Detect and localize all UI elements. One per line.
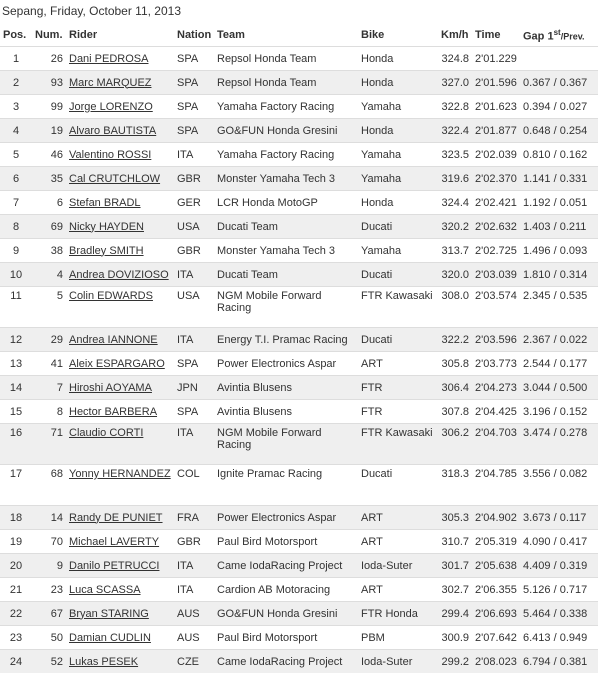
header-time: Time	[472, 24, 520, 47]
cell-nation: GER	[174, 191, 214, 215]
cell-pos: 21	[0, 578, 32, 602]
rider-link[interactable]: Jorge LORENZO	[69, 101, 153, 113]
cell-bike: ART	[358, 530, 438, 554]
cell-kmh: 301.7	[438, 554, 472, 578]
cell-team: NGM Mobile Forward Racing	[214, 287, 358, 328]
cell-pos: 22	[0, 602, 32, 626]
cell-kmh: 313.7	[438, 239, 472, 263]
rider-link[interactable]: Marc MARQUEZ	[69, 77, 152, 89]
rider-link[interactable]: Andrea IANNONE	[69, 334, 158, 346]
cell-pos: 23	[0, 626, 32, 650]
cell-time: 2'03.773	[472, 352, 520, 376]
cell-bike: Ducati	[358, 215, 438, 239]
cell-gap: 4.090 / 0.417	[520, 530, 598, 554]
cell-gap: 1.403 / 0.211	[520, 215, 598, 239]
table-row	[0, 465, 598, 506]
cell-gap: 0.810 / 0.162	[520, 143, 598, 167]
cell-num: 70	[32, 530, 66, 554]
cell-rider	[66, 287, 174, 328]
cell-bike: Ducati	[358, 263, 438, 287]
cell-team: Ignite Pramac Racing	[214, 465, 358, 506]
rider-link[interactable]: Bradley SMITH	[69, 245, 144, 257]
cell-num: 50	[32, 626, 66, 650]
cell-bike: Ducati	[358, 465, 438, 506]
cell-time: 2'06.355	[472, 578, 520, 602]
table-row	[0, 400, 598, 424]
cell-rider	[66, 424, 174, 465]
cell-num: 38	[32, 239, 66, 263]
rider-link[interactable]: Cal CRUTCHLOW	[69, 173, 160, 185]
cell-pos: 7	[0, 191, 32, 215]
cell-nation: FRA	[174, 506, 214, 530]
cell-team: Came IodaRacing Project	[214, 554, 358, 578]
cell-num: 19	[32, 119, 66, 143]
cell-gap: 5.464 / 0.338	[520, 602, 598, 626]
rider-link[interactable]: Dani PEDROSA	[69, 53, 148, 65]
cell-time: 2'04.902	[472, 506, 520, 530]
cell-nation: AUS	[174, 602, 214, 626]
header-bike: Bike	[358, 24, 438, 47]
cell-pos: 17	[0, 465, 32, 506]
cell-pos: 1	[0, 47, 32, 71]
cell-rider	[66, 578, 174, 602]
cell-num: 5	[32, 287, 66, 328]
cell-pos: 19	[0, 530, 32, 554]
cell-num: 35	[32, 167, 66, 191]
cell-pos: 18	[0, 506, 32, 530]
cell-bike: FTR Honda	[358, 602, 438, 626]
cell-kmh: 318.3	[438, 465, 472, 506]
header-gap-sup: st	[554, 28, 561, 37]
cell-rider	[66, 352, 174, 376]
cell-time: 2'02.725	[472, 239, 520, 263]
cell-team: Paul Bird Motorsport	[214, 530, 358, 554]
cell-bike: Honda	[358, 71, 438, 95]
rider-link[interactable]: Stefan BRADL	[69, 197, 141, 209]
cell-num: 69	[32, 215, 66, 239]
cell-kmh: 300.9	[438, 626, 472, 650]
cell-kmh: 323.5	[438, 143, 472, 167]
table-row	[0, 506, 598, 530]
cell-team: NGM Mobile Forward Racing	[214, 424, 358, 465]
cell-kmh: 319.6	[438, 167, 472, 191]
cell-team: Energy T.I. Pramac Racing	[214, 328, 358, 352]
cell-team: Yamaha Factory Racing	[214, 95, 358, 119]
cell-gap: 3.196 / 0.152	[520, 400, 598, 424]
cell-time: 2'02.039	[472, 143, 520, 167]
rider-link[interactable]: Nicky HAYDEN	[69, 221, 144, 233]
table-row	[0, 376, 598, 400]
cell-team: GO&FUN Honda Gresini	[214, 119, 358, 143]
cell-pos: 20	[0, 554, 32, 578]
table-row	[0, 71, 598, 95]
cell-pos: 10	[0, 263, 32, 287]
cell-time: 2'04.703	[472, 424, 520, 465]
cell-kmh: 306.2	[438, 424, 472, 465]
cell-nation: ITA	[174, 578, 214, 602]
cell-team: LCR Honda MotoGP	[214, 191, 358, 215]
table-row	[0, 263, 598, 287]
rider-link[interactable]: Hiroshi AOYAMA	[69, 382, 152, 394]
cell-time: 2'04.425	[472, 400, 520, 424]
rider-link[interactable]: Luca SCASSA	[69, 584, 141, 596]
cell-pos: 4	[0, 119, 32, 143]
cell-team: Came IodaRacing Project	[214, 650, 358, 673]
cell-pos: 8	[0, 215, 32, 239]
cell-team: Yamaha Factory Racing	[214, 143, 358, 167]
header-gap-tail: /Prev.	[561, 31, 585, 41]
cell-time: 2'01.229	[472, 47, 520, 71]
cell-team: Paul Bird Motorsport	[214, 626, 358, 650]
cell-nation: SPA	[174, 47, 214, 71]
cell-team: Monster Yamaha Tech 3	[214, 167, 358, 191]
rider-link[interactable]: Claudio CORTI	[69, 427, 143, 439]
cell-nation: SPA	[174, 71, 214, 95]
cell-team: Avintia Blusens	[214, 376, 358, 400]
cell-gap: 3.556 / 0.082	[520, 465, 598, 506]
cell-rider	[66, 465, 174, 506]
table-row	[0, 626, 598, 650]
cell-num: 71	[32, 424, 66, 465]
cell-bike: FTR	[358, 400, 438, 424]
cell-num: 99	[32, 95, 66, 119]
cell-team: GO&FUN Honda Gresini	[214, 602, 358, 626]
cell-num: 26	[32, 47, 66, 71]
cell-rider	[66, 506, 174, 530]
cell-bike: FTR Kawasaki	[358, 424, 438, 465]
table-row	[0, 119, 598, 143]
cell-gap: 0.648 / 0.254	[520, 119, 598, 143]
cell-rider	[66, 376, 174, 400]
cell-time: 2'01.623	[472, 95, 520, 119]
cell-nation: ITA	[174, 328, 214, 352]
cell-gap: 2.544 / 0.177	[520, 352, 598, 376]
cell-team: Monster Yamaha Tech 3	[214, 239, 358, 263]
cell-kmh: 306.4	[438, 376, 472, 400]
cell-rider	[66, 71, 174, 95]
cell-rider	[66, 119, 174, 143]
table-row	[0, 554, 598, 578]
cell-time: 2'02.421	[472, 191, 520, 215]
cell-nation: USA	[174, 215, 214, 239]
table-row	[0, 287, 598, 328]
cell-nation: ITA	[174, 424, 214, 465]
page-caption: Sepang, Friday, October 11, 2013	[0, 0, 600, 19]
cell-rider	[66, 554, 174, 578]
cell-rider	[66, 191, 174, 215]
cell-pos: 13	[0, 352, 32, 376]
rider-link[interactable]: Yonny HERNANDEZ	[69, 468, 171, 480]
cell-nation: USA	[174, 287, 214, 328]
table-row	[0, 239, 598, 263]
cell-team: Cardion AB Motoracing	[214, 578, 358, 602]
cell-pos: 12	[0, 328, 32, 352]
cell-bike: ART	[358, 578, 438, 602]
cell-kmh: 299.4	[438, 602, 472, 626]
cell-rider	[66, 215, 174, 239]
cell-rider	[66, 239, 174, 263]
cell-bike: ART	[358, 506, 438, 530]
cell-bike: Honda	[358, 47, 438, 71]
cell-bike: Yamaha	[358, 167, 438, 191]
rider-link[interactable]: Damian CUDLIN	[69, 632, 151, 644]
cell-team: Ducati Team	[214, 263, 358, 287]
table-row	[0, 95, 598, 119]
table-row	[0, 578, 598, 602]
header-gap	[520, 24, 598, 47]
cell-num: 7	[32, 376, 66, 400]
cell-kmh: 322.2	[438, 328, 472, 352]
cell-time: 2'05.638	[472, 554, 520, 578]
rider-link[interactable]: Alvaro BAUTISTA	[69, 125, 156, 137]
cell-team: Power Electronics Aspar	[214, 506, 358, 530]
cell-time: 2'02.632	[472, 215, 520, 239]
cell-nation: SPA	[174, 119, 214, 143]
cell-nation: COL	[174, 465, 214, 506]
cell-nation: SPA	[174, 95, 214, 119]
cell-num: 14	[32, 506, 66, 530]
cell-rider	[66, 602, 174, 626]
cell-gap: 1.141 / 0.331	[520, 167, 598, 191]
cell-bike: Yamaha	[358, 95, 438, 119]
cell-nation: SPA	[174, 400, 214, 424]
cell-rider	[66, 143, 174, 167]
cell-rider	[66, 626, 174, 650]
cell-nation: ITA	[174, 143, 214, 167]
cell-rider	[66, 263, 174, 287]
cell-rider	[66, 650, 174, 673]
cell-rider	[66, 400, 174, 424]
cell-pos: 14	[0, 376, 32, 400]
cell-gap: 2.345 / 0.535	[520, 287, 598, 328]
cell-gap: 3.044 / 0.500	[520, 376, 598, 400]
header-nation: Nation	[174, 24, 214, 47]
cell-num: 52	[32, 650, 66, 673]
cell-kmh: 307.8	[438, 400, 472, 424]
table-row	[0, 215, 598, 239]
cell-bike: FTR	[358, 376, 438, 400]
cell-gap: 5.126 / 0.717	[520, 578, 598, 602]
cell-nation: GBR	[174, 530, 214, 554]
table-row	[0, 424, 598, 465]
cell-gap: 2.367 / 0.022	[520, 328, 598, 352]
cell-nation: SPA	[174, 352, 214, 376]
table-header-row	[0, 24, 598, 47]
cell-gap: 4.409 / 0.319	[520, 554, 598, 578]
cell-time: 2'02.370	[472, 167, 520, 191]
cell-bike: Yamaha	[358, 239, 438, 263]
cell-time: 2'01.877	[472, 119, 520, 143]
table-row	[0, 602, 598, 626]
cell-gap: 1.192 / 0.051	[520, 191, 598, 215]
cell-kmh: 305.8	[438, 352, 472, 376]
cell-kmh: 322.8	[438, 95, 472, 119]
cell-num: 67	[32, 602, 66, 626]
cell-team: Repsol Honda Team	[214, 71, 358, 95]
cell-time: 2'03.039	[472, 263, 520, 287]
cell-num: 23	[32, 578, 66, 602]
rider-link[interactable]: Hector BARBERA	[69, 406, 157, 418]
cell-num: 93	[32, 71, 66, 95]
cell-time: 2'04.273	[472, 376, 520, 400]
rider-link[interactable]: Randy DE PUNIET	[69, 512, 163, 524]
rider-link[interactable]: Danilo PETRUCCI	[69, 560, 159, 572]
cell-time: 2'03.574	[472, 287, 520, 328]
header-gap-main: Gap 1	[523, 30, 554, 42]
table-row	[0, 530, 598, 554]
table-row	[0, 47, 598, 71]
cell-pos: 15	[0, 400, 32, 424]
cell-time: 2'05.319	[472, 530, 520, 554]
cell-nation: GBR	[174, 167, 214, 191]
cell-gap: 6.794 / 0.381	[520, 650, 598, 673]
cell-pos: 5	[0, 143, 32, 167]
cell-kmh: 305.3	[438, 506, 472, 530]
rider-link[interactable]: Bryan STARING	[69, 608, 149, 620]
cell-num: 46	[32, 143, 66, 167]
table-row	[0, 328, 598, 352]
header-pos: Pos.	[0, 24, 32, 47]
cell-bike: PBM	[358, 626, 438, 650]
rider-link[interactable]: Michael LAVERTY	[69, 536, 159, 548]
cell-gap: 3.673 / 0.117	[520, 506, 598, 530]
cell-nation: AUS	[174, 626, 214, 650]
cell-nation: ITA	[174, 263, 214, 287]
cell-bike: Ioda-Suter	[358, 554, 438, 578]
cell-rider	[66, 530, 174, 554]
cell-kmh: 327.0	[438, 71, 472, 95]
cell-time: 2'06.693	[472, 602, 520, 626]
header-team: Team	[214, 24, 358, 47]
cell-time: 2'01.596	[472, 71, 520, 95]
cell-num: 4	[32, 263, 66, 287]
cell-kmh: 322.4	[438, 119, 472, 143]
cell-rider	[66, 47, 174, 71]
cell-team: Repsol Honda Team	[214, 47, 358, 71]
table-row	[0, 191, 598, 215]
rider-link[interactable]: Colin EDWARDS	[69, 290, 153, 302]
table-row	[0, 650, 598, 673]
cell-pos: 9	[0, 239, 32, 263]
cell-kmh: 320.2	[438, 215, 472, 239]
cell-bike: Ioda-Suter	[358, 650, 438, 673]
cell-pos: 24	[0, 650, 32, 673]
rider-link[interactable]: Andrea DOVIZIOSO	[69, 269, 169, 281]
cell-bike: Yamaha	[358, 143, 438, 167]
cell-nation: ITA	[174, 554, 214, 578]
cell-pos: 16	[0, 424, 32, 465]
header-kmh: Km/h	[438, 24, 472, 47]
cell-kmh: 320.0	[438, 263, 472, 287]
cell-pos: 2	[0, 71, 32, 95]
cell-kmh: 324.8	[438, 47, 472, 71]
cell-kmh: 308.0	[438, 287, 472, 328]
cell-gap: 1.810 / 0.314	[520, 263, 598, 287]
cell-bike: Ducati	[358, 328, 438, 352]
cell-kmh: 324.4	[438, 191, 472, 215]
cell-pos: 11	[0, 287, 32, 328]
cell-gap: 1.496 / 0.093	[520, 239, 598, 263]
cell-team: Power Electronics Aspar	[214, 352, 358, 376]
cell-gap: 0.394 / 0.027	[520, 95, 598, 119]
cell-gap: 0.367 / 0.367	[520, 71, 598, 95]
cell-bike: ART	[358, 352, 438, 376]
cell-nation: JPN	[174, 376, 214, 400]
cell-kmh: 310.7	[438, 530, 472, 554]
cell-bike: Honda	[358, 119, 438, 143]
rider-link[interactable]: Valentino ROSSI	[69, 149, 151, 161]
cell-time: 2'04.785	[472, 465, 520, 506]
cell-team: Ducati Team	[214, 215, 358, 239]
header-num: Num.	[32, 24, 66, 47]
cell-kmh: 299.2	[438, 650, 472, 673]
cell-gap: 3.474 / 0.278	[520, 424, 598, 465]
cell-gap	[520, 47, 598, 71]
cell-gap: 6.413 / 0.949	[520, 626, 598, 650]
cell-num: 41	[32, 352, 66, 376]
cell-nation: GBR	[174, 239, 214, 263]
cell-num: 29	[32, 328, 66, 352]
cell-num: 68	[32, 465, 66, 506]
cell-rider	[66, 328, 174, 352]
header-rider: Rider	[66, 24, 174, 47]
rider-link[interactable]: Lukas PESEK	[69, 656, 138, 668]
cell-nation: CZE	[174, 650, 214, 673]
cell-time: 2'03.596	[472, 328, 520, 352]
cell-num: 9	[32, 554, 66, 578]
rider-link[interactable]: Aleix ESPARGARO	[69, 358, 165, 370]
cell-rider	[66, 95, 174, 119]
table-row	[0, 352, 598, 376]
cell-time: 2'07.642	[472, 626, 520, 650]
cell-time: 2'08.023	[472, 650, 520, 673]
cell-pos: 6	[0, 167, 32, 191]
cell-team: Avintia Blusens	[214, 400, 358, 424]
cell-num: 8	[32, 400, 66, 424]
table-row	[0, 167, 598, 191]
cell-pos: 3	[0, 95, 32, 119]
cell-bike: FTR Kawasaki	[358, 287, 438, 328]
cell-rider	[66, 167, 174, 191]
cell-num: 6	[32, 191, 66, 215]
cell-bike: Honda	[358, 191, 438, 215]
results-table	[0, 24, 598, 673]
table-row	[0, 143, 598, 167]
cell-kmh: 302.7	[438, 578, 472, 602]
